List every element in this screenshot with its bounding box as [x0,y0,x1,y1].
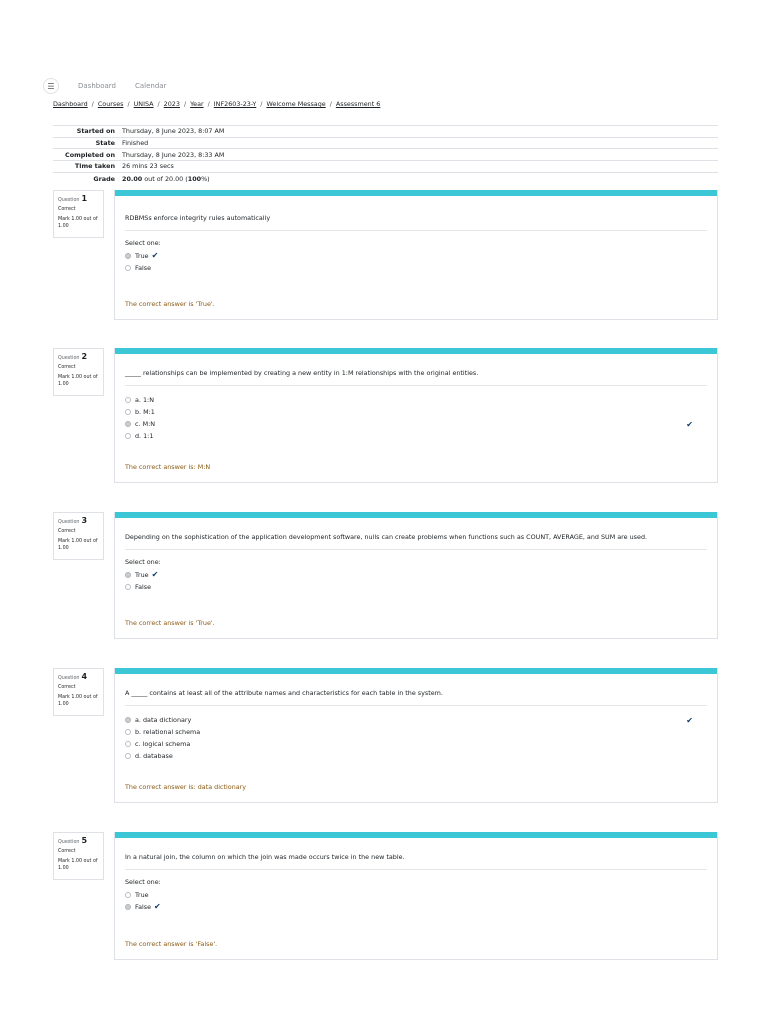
breadcrumb-item-year[interactable]: Year [190,100,204,108]
answer-option[interactable] [125,569,707,581]
correct-check-icon: ✔ [686,715,693,725]
breadcrumb-item-courses[interactable]: Courses [97,100,124,108]
grade-middle: out of 20.00 ( [142,174,188,183]
attempt-summary-table [53,125,718,184]
question-label: Question [58,840,80,845]
correct-answer-feedback: The correct answer is 'True'. [125,300,215,308]
question-box-3 [114,512,718,639]
correct-answer-feedback: The correct answer is 'False'. [125,940,218,948]
grade-value [121,175,718,183]
question-info-1 [53,190,104,238]
answer-option[interactable] [125,738,707,750]
correct-answer-feedback: The correct answer is: data dictionary [125,783,247,791]
menu-icon[interactable]: ☰ [43,78,59,94]
question-number: 4 [81,672,88,681]
answer-option[interactable] [125,750,707,762]
correct-check-icon: ✔ [686,419,693,429]
question-info-4 [53,668,104,716]
select-one-prompt: Select one: [125,558,161,566]
breadcrumb-separator: / [157,100,160,108]
question-info-2 [53,348,104,396]
radio-unchecked-icon[interactable] [125,265,131,271]
question-state: Correct [58,684,76,690]
answer-option[interactable] [125,418,707,430]
answer-option[interactable] [125,430,707,442]
summary-row [53,149,718,161]
option-label: c. logical schema [135,740,191,748]
answer-option[interactable] [125,581,707,593]
question-state: Correct [58,364,76,370]
breadcrumb-separator: / [260,100,263,108]
summary-row [53,138,718,150]
breadcrumb-item-dashboard[interactable]: Dashboard [53,100,88,108]
breadcrumb-separator: / [91,100,94,108]
answer-option[interactable] [125,714,707,726]
radio-checked-icon[interactable] [125,572,131,578]
summary-value: 26 mins 23 secs [122,162,174,171]
summary-label: Started on [76,127,115,136]
question-text: A _____ contains at least all of the attribute names and characteristics for each table in the system. [125,689,443,697]
question-mark: Mark 1.00 out of 1.00 [58,695,98,707]
question-state: Correct [58,206,76,212]
breadcrumb-separator: / [127,100,130,108]
option-label: False [135,583,152,591]
answer-option[interactable] [125,726,707,738]
breadcrumb-separator: / [207,100,210,108]
option-label: True [135,571,149,579]
radio-unchecked-icon[interactable] [125,892,131,898]
option-label: True [135,891,149,899]
question-label: Question [58,356,80,361]
option-label: d. 1:1 [135,432,154,440]
option-label: c. M:N [135,420,156,428]
question-text: In a natural join, the column on which the join was made occurs twice in the new table. [125,853,405,861]
select-one-prompt: Select one: [125,878,161,886]
summary-label: Completed on [65,150,115,159]
nav-dashboard-link[interactable]: Dashboard [78,82,116,90]
answer-option[interactable] [125,406,707,418]
question-box-5 [114,832,718,960]
question-text: _____ relationships can be implemented by creating a new entity in 1:M relationships with the original entities. [125,369,479,377]
question-box-2 [114,348,718,483]
question-info-3 [53,512,104,560]
radio-unchecked-icon[interactable] [125,397,131,403]
radio-checked-icon[interactable] [125,253,131,259]
option-label: a. 1:N [135,396,154,404]
correct-answer-feedback: The correct answer is: M:N [125,463,211,471]
radio-checked-icon[interactable] [125,421,131,427]
question-mark: Mark 1.00 out of 1.00 [58,539,98,551]
question-number: 3 [81,516,88,525]
option-label: d. database [135,752,173,760]
answer-option[interactable] [125,262,707,274]
question-number: 1 [81,194,88,203]
question-box-4 [114,668,718,803]
radio-unchecked-icon[interactable] [125,753,131,759]
breadcrumb-item-assessment[interactable]: Assessment 6 [335,100,381,108]
question-label: Question [58,676,80,681]
correct-check-icon: ✔ [151,251,159,260]
breadcrumb-item-course[interactable]: INF2603-23-Y [213,100,257,108]
correct-check-icon: ✔ [151,570,159,579]
radio-unchecked-icon[interactable] [125,433,131,439]
summary-row-grade [53,173,718,185]
question-info-5 [53,832,104,880]
answer-option[interactable] [125,394,707,406]
breadcrumb-separator: / [329,100,332,108]
top-navigation [43,77,166,95]
correct-answer-feedback: The correct answer is 'True'. [125,619,215,627]
question-state: Correct [58,848,76,854]
breadcrumb-item-welcome-message[interactable]: Welcome Message [266,100,326,108]
answer-option[interactable] [125,889,707,901]
grade-end: %) [201,174,210,183]
question-label: Question [58,198,80,203]
option-label: a. data dictionary [135,716,192,724]
grade-score: 20.00 [122,174,143,183]
radio-unchecked-icon[interactable] [125,741,131,747]
breadcrumb-item-2023[interactable]: 2023 [163,100,180,108]
summary-label: State [95,139,115,148]
question-number: 5 [81,836,88,845]
question-text: RDBMSs enforce integrity rules automatically [125,214,271,222]
radio-unchecked-icon[interactable] [125,729,131,735]
option-label: False [135,903,152,911]
option-label: b. M:1 [135,408,155,416]
option-label: True [135,252,149,260]
radio-unchecked-icon[interactable] [125,584,131,590]
question-text: Depending on the sophistication of the application development software, nulls can create problems when functions such as COUNT, AVERAGE, and SUM are used. [125,533,648,541]
question-number: 2 [81,352,88,361]
question-mark: Mark 1.00 out of 1.00 [58,375,98,387]
summary-value: Thursday, 8 June 2023, 8:33 AM [122,150,225,159]
breadcrumb-separator: / [183,100,187,108]
radio-unchecked-icon[interactable] [125,409,131,415]
question-mark: Mark 1.00 out of 1.00 [58,859,98,871]
summary-label: Time taken [74,162,115,171]
summary-value: Thursday, 8 June 2023, 8:07 AM [122,127,225,136]
summary-row [53,126,718,138]
question-box-1 [114,190,718,320]
question-mark: Mark 1.00 out of 1.00 [58,217,98,229]
summary-value: Finished [122,139,149,148]
answer-option[interactable] [125,250,707,262]
grade-label: Grade [93,174,115,183]
breadcrumb-item-unisa[interactable]: UNISA [133,100,154,108]
correct-check-icon: ✔ [154,902,161,911]
question-label: Question [58,520,80,525]
option-label: False [135,264,152,272]
option-label: b. relational schema [135,728,201,736]
select-one-prompt: Select one: [125,239,161,247]
breadcrumb [53,100,380,108]
question-state: Correct [58,528,76,534]
nav-calendar-link[interactable]: Calendar [134,82,167,90]
grade-percent: 100 [187,174,202,183]
summary-row [53,161,718,173]
radio-checked-icon[interactable] [125,717,131,723]
radio-checked-icon[interactable] [125,904,131,910]
answer-option[interactable] [125,901,707,913]
